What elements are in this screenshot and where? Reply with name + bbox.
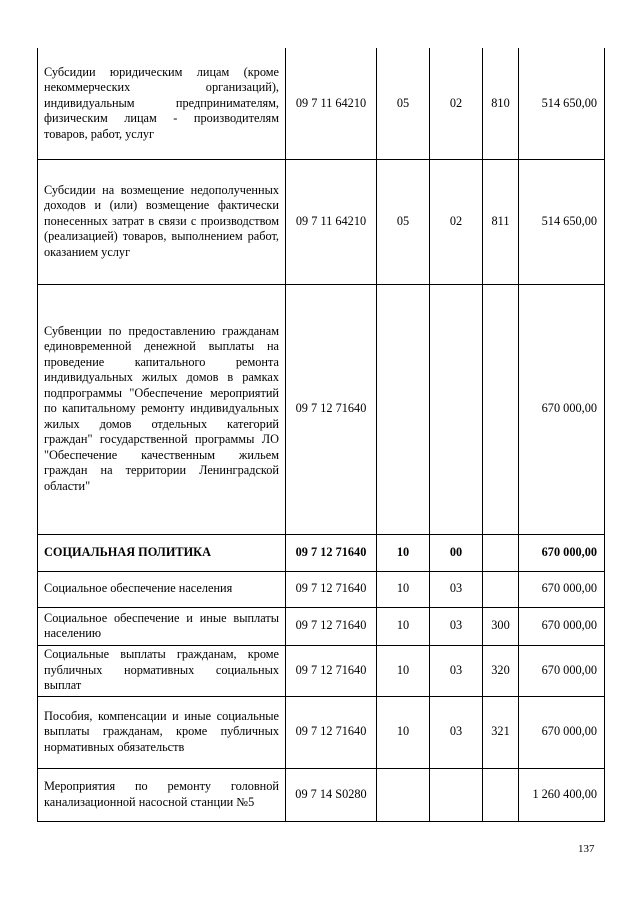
row-subsection: 03 xyxy=(430,571,483,607)
row-name: Социальное обеспечение и иные выплаты населению xyxy=(38,607,286,645)
row-sum: 670 000,00 xyxy=(519,284,605,534)
row-code: 09 7 11 64210 xyxy=(286,159,377,284)
row-sum: 670 000,00 xyxy=(519,571,605,607)
row-expense-type xyxy=(483,571,519,607)
row-name: Социальные выплаты гражданам, кроме публичных нормативных социальных выплат xyxy=(38,645,286,696)
row-expense-type xyxy=(483,284,519,534)
row-expense-type: 321 xyxy=(483,696,519,768)
row-code: 09 7 12 71640 xyxy=(286,284,377,534)
row-section: 10 xyxy=(377,534,430,571)
row-section: 10 xyxy=(377,607,430,645)
row-name: Социальное обеспечение населения xyxy=(38,571,286,607)
row-section: 05 xyxy=(377,159,430,284)
budget-table xyxy=(37,48,605,822)
table-row xyxy=(38,696,605,768)
row-code: 09 7 12 71640 xyxy=(286,607,377,645)
row-subsection: 03 xyxy=(430,696,483,768)
table-row xyxy=(38,607,605,645)
row-expense-type: 300 xyxy=(483,607,519,645)
row-expense-type: 810 xyxy=(483,48,519,159)
row-sum: 670 000,00 xyxy=(519,696,605,768)
row-sum: 514 650,00 xyxy=(519,48,605,159)
row-code: 09 7 12 71640 xyxy=(286,696,377,768)
row-subsection: 02 xyxy=(430,48,483,159)
row-section xyxy=(377,768,430,821)
row-sum: 670 000,00 xyxy=(519,534,605,571)
row-section: 10 xyxy=(377,696,430,768)
row-expense-type: 320 xyxy=(483,645,519,696)
row-section xyxy=(377,284,430,534)
page-number: 137 xyxy=(578,843,595,855)
row-subsection xyxy=(430,284,483,534)
row-name: Пособия, компенсации и иные социальные выплаты гражданам, кроме публичных нормативных обязательств xyxy=(38,696,286,768)
table-row xyxy=(38,534,605,571)
row-expense-type xyxy=(483,768,519,821)
row-subsection: 03 xyxy=(430,607,483,645)
table-row xyxy=(38,571,605,607)
row-subsection: 02 xyxy=(430,159,483,284)
row-code: 09 7 12 71640 xyxy=(286,534,377,571)
row-name: Субсидии на возмещение недополученных доходов и (или) возмещение фактически понесенных затрат в связи с производством (реализацией) товаров, выполнением работ, оказанием услуг xyxy=(38,159,286,284)
row-name: Субвенции по предоставлению гражданам единовременной денежной выплаты на проведение капитального ремонта индивидуальных жилых домов в рамках подпрограммы "Обеспечение мероприятий по капитальному ремонту индивидуальных жилых домов отдельных категорий граждан" государственной программы ЛО "Обеспечение качественным жильем граждан на территории Ленинградской области" xyxy=(38,284,286,534)
row-sum: 670 000,00 xyxy=(519,607,605,645)
row-sum: 514 650,00 xyxy=(519,159,605,284)
row-code: 09 7 12 71640 xyxy=(286,645,377,696)
row-subsection xyxy=(430,768,483,821)
row-section: 05 xyxy=(377,48,430,159)
row-code: 09 7 11 64210 xyxy=(286,48,377,159)
row-sum: 670 000,00 xyxy=(519,645,605,696)
table-row xyxy=(38,48,605,159)
row-name: Субсидии юридическим лицам (кроме некоммерческих организаций), индивидуальным предпринимателям, физическим лицам - производителям товаров, работ, услуг xyxy=(38,48,286,159)
row-expense-type: 811 xyxy=(483,159,519,284)
row-subsection: 03 xyxy=(430,645,483,696)
table-row xyxy=(38,645,605,696)
row-sum: 1 260 400,00 xyxy=(519,768,605,821)
row-name: Мероприятия по ремонту головной канализационной насосной станции №5 xyxy=(38,768,286,821)
row-expense-type xyxy=(483,534,519,571)
row-code: 09 7 12 71640 xyxy=(286,571,377,607)
row-subsection: 00 xyxy=(430,534,483,571)
row-code: 09 7 14 S0280 xyxy=(286,768,377,821)
row-name: СОЦИАЛЬНАЯ ПОЛИТИКА xyxy=(38,534,286,571)
row-section: 10 xyxy=(377,645,430,696)
table-row xyxy=(38,768,605,821)
table-row xyxy=(38,159,605,284)
table-row xyxy=(38,284,605,534)
row-section: 10 xyxy=(377,571,430,607)
